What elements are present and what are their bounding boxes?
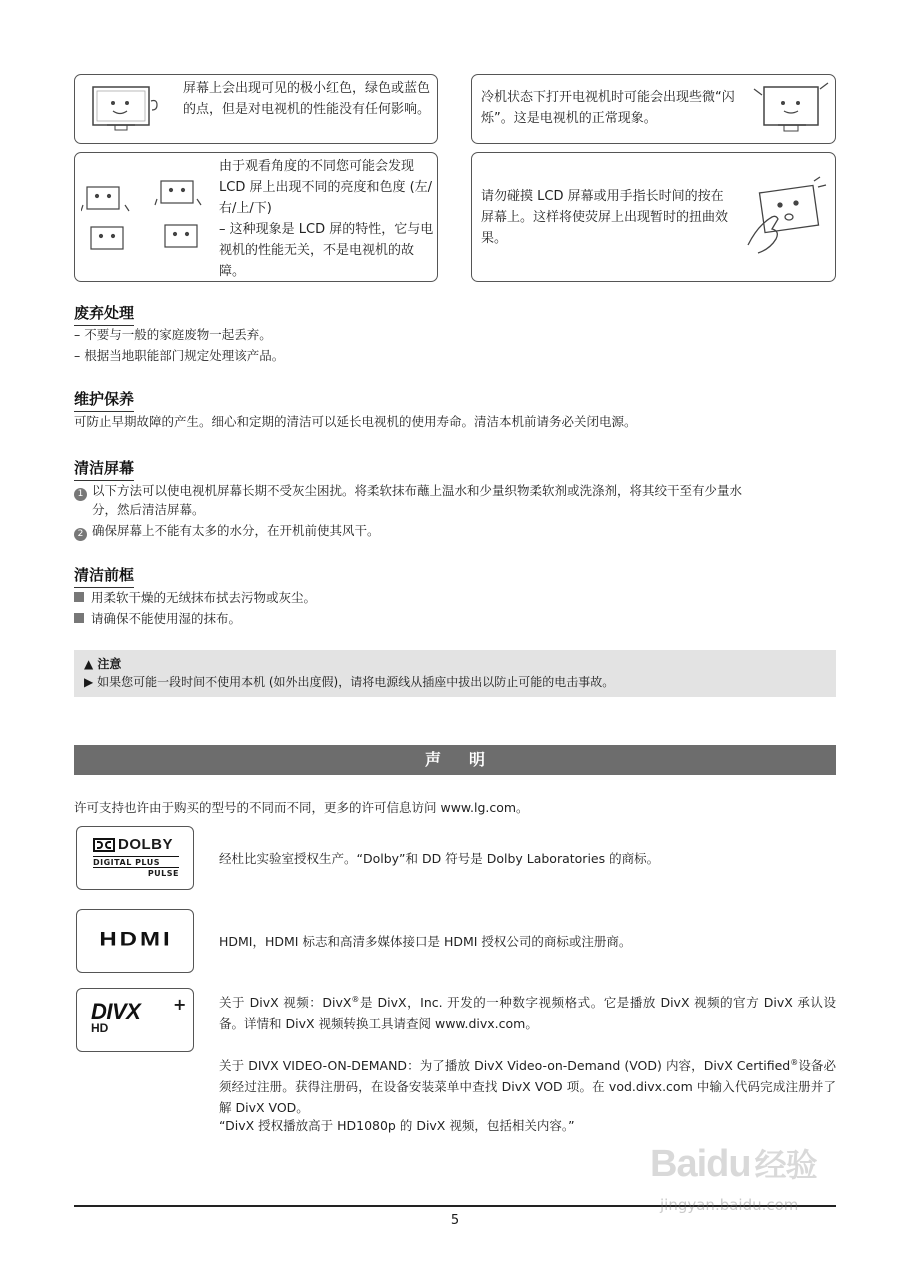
disposal-title: 废弃处理 (74, 304, 135, 322)
divx-text-3: “DivX 授权播放高于 HD1080p 的 DivX 视频，包括相关内容。” (219, 1118, 575, 1133)
disposal-item: – 不要与一般的家庭废物一起丢弃。 (74, 327, 272, 342)
tv-waving-illustration (750, 79, 830, 141)
clean-frame-item (74, 587, 316, 608)
clean-screen-item-1-cont: 分，然后清洁屏幕。 (92, 502, 205, 517)
dolby-word: DOLBY (118, 836, 173, 853)
flicker-text: 冷机状态下打开电视机时可能会出现些微“闪烁”。这是电视机的正常现象。 (481, 90, 735, 126)
plus-icon: + (173, 995, 187, 1014)
watermark-url: jingyan.baidu.com (660, 1196, 799, 1214)
clean-screen-item-1 (74, 480, 742, 501)
dolby-dd-icon (93, 838, 115, 852)
caution-heading (84, 655, 826, 673)
maintenance-text: 可防止早期故障的产生。细心和定期的清洁可以延长电视机的使用寿命。清洁本机前请务必关闭电源。 (74, 414, 637, 429)
watermark-cn: 经验 (754, 1147, 817, 1183)
tip-box-viewing-angle (74, 152, 438, 282)
registered-mark: ® (790, 1058, 799, 1067)
hdmi-logo (76, 909, 194, 973)
divx-word: DIVX (91, 999, 141, 1024)
divx-hd: HD (91, 1021, 109, 1035)
notice-banner: 声明 (74, 745, 836, 775)
baidu-watermark (650, 1140, 850, 1230)
number-badge-2: 2 (74, 528, 87, 541)
page-number: 5 (450, 1213, 460, 1228)
tip-box-touch (471, 152, 836, 282)
square-bullet-icon (74, 613, 84, 623)
touch-text: 请勿碰摸 LCD 屏幕或用手指长时间的按在屏幕上。这样将使荧屏上出现暂时的扭曲效果。 (481, 189, 729, 246)
warning-triangle-icon: ▲ (84, 657, 94, 671)
divx-logo-mark (91, 995, 187, 1035)
tip-box-flicker (471, 74, 836, 144)
dolby-logo-mark (93, 836, 179, 878)
caution-title: 注意 (97, 657, 122, 671)
divx-text-1 (219, 989, 836, 1034)
dolby-digital-plus: DIGITAL PLUS (93, 856, 179, 867)
maintenance-title: 维护保养 (74, 390, 135, 408)
caution-text: 如果您可能一段时间不使用本机 (如外出度假)，请将电源线从插座中拔出以防止可能的电击事故。 (97, 675, 615, 689)
hdmi-text: HDMI，HDMI 标志和高清多媒体接口是 HDMI 授权公司的商标或注册商。 (219, 934, 632, 949)
tv-touch-illustration (744, 175, 829, 265)
divx-text-1a: 关于 DivX 视频：DivX (219, 995, 352, 1011)
square-bullet-icon (74, 592, 84, 602)
dolby-text: 经杜比实验室授权生产。“Dolby”和 DD 符号是 Dolby Laboratories 的商标。 (219, 851, 660, 866)
clean-screen-item-2-text: 确保屏幕上不能有太多的水分，在开机前使其风干。 (92, 523, 380, 538)
divx-text-2a: 关于 DIVX VIDEO-ON-DEMAND：为了播放 DivX Video-on-Demand (VOD) 内容，DivX Certified (219, 1058, 791, 1074)
tv-angles-illustration (81, 175, 211, 265)
clean-frame-title: 清洁前框 (74, 566, 135, 584)
license-intro: 许可支持也许由于购买的型号的不同而不同，更多的许可信息访问 www.lg.com。 (74, 800, 529, 815)
registered-mark: ® (351, 995, 360, 1004)
tip-box-dots (74, 74, 438, 144)
divx-logo (76, 988, 194, 1052)
hdmi-word: HDMI (99, 928, 173, 951)
divx-text-2b: 设备必须经过注册。获得注册码，在设备安装菜单中查找 DivX VOD 项。在 vod.divx.com 中输入代码完成注册并了解 DivX VOD。 (219, 1058, 836, 1116)
caution-line (84, 673, 826, 691)
caution-box (74, 650, 836, 697)
clean-screen-item-1-text: 以下方法可以使电视机屏幕长期不受灰尘困扰。将柔软抹布蘸上温水和少量织物柔软剂或洗涤剂，将其绞干至有少量水 (92, 483, 743, 498)
clean-frame-item (74, 608, 241, 629)
dots-text: 屏幕上会出现可见的极小红色，绿色或蓝色的点，但是对电视机的性能没有任何影响。 (183, 81, 431, 117)
watermark-brand: Baidu (650, 1143, 751, 1185)
number-badge-1: 1 (74, 488, 87, 501)
disposal-item: – 根据当地职能部门规定处理该产品。 (74, 348, 285, 363)
dolby-logo (76, 826, 194, 890)
dolby-pulse: PULSE (93, 867, 179, 878)
clean-frame-item-text: 请确保不能使用湿的抹布。 (91, 611, 242, 626)
angle-text-1: 由于观看角度的不同您可能会发现 LCD 屏上出现不同的亮度和色度 (左/右/上/下) (219, 159, 433, 216)
clean-screen-title: 清洁屏幕 (74, 459, 135, 477)
clean-frame-item-text: 用柔软干燥的无绒抹布拭去污物或灰尘。 (91, 590, 317, 605)
divx-text-1b: 是 DivX，Inc. 开发的一种数字视频格式。它是播放 DivX 视频的官方 DivX 承认设备。详情和 DivX 视频转换工具请查阅 www.divx.com。 (219, 995, 836, 1032)
clean-screen-item-2 (74, 520, 380, 541)
angle-text-2: – 这种现象是 LCD 屏的特性，它与电视机的性能无关，不是电视机的故障。 (219, 222, 434, 279)
divx-text-2 (219, 1052, 836, 1118)
arrow-right-icon: ▶ (84, 675, 94, 689)
